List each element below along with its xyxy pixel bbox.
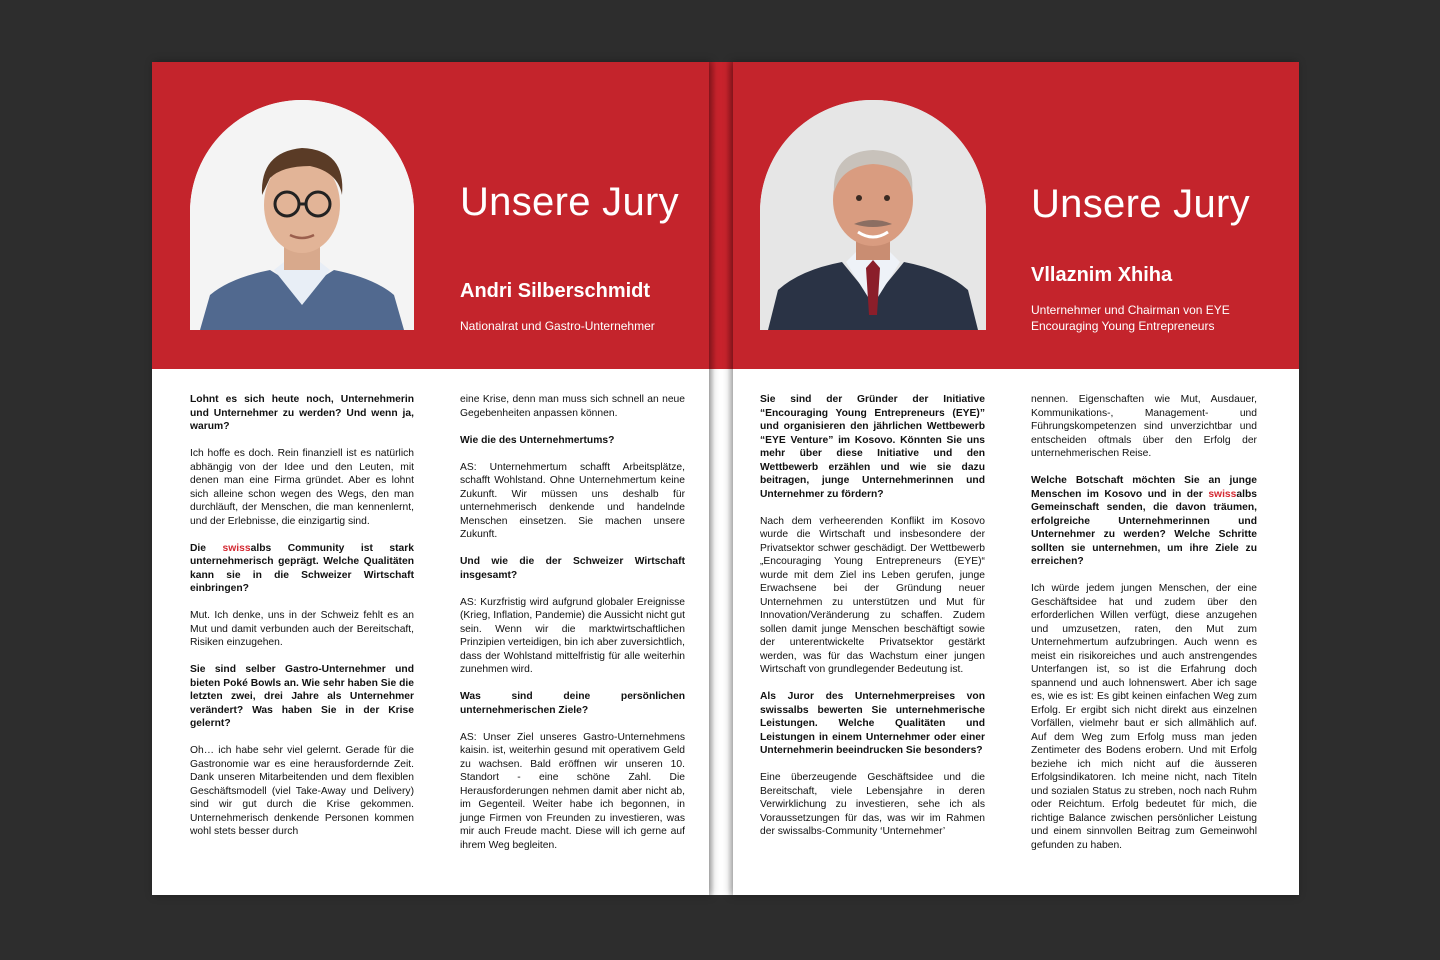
answer: Eine überzeugende Geschäftsidee und die Bereitschaft, viele Lebensjahre in deren Verwirklichung zu investieren, sehe ich als Voraussetzungen für das, was wir im Rahmen der swissalbs-Community ‘Unternehmer’ (760, 772, 985, 837)
text-column-1 (760, 393, 985, 852)
brand-highlight: swiss (222, 542, 251, 554)
section-title: Unsere Jury (460, 180, 679, 224)
section-title: Unsere Jury (1031, 182, 1250, 226)
answer: Nach dem verheerenden Konflikt im Kosovo wurde die Wirtschaft und insbesondere der Privatsektor schwer geschädigt. Der Wettbewerb „Encouraging Young Entrepreneurs (EYE)“ wurde mit dem Ziel ins Leben gerufen, junge Erwachsene bei der Gründung neuer Unternehmen zu unterstützen und Mut für Innovation/Veränderung zu schaffen. Zudem sollen damit junge Menschen beschäftigt sowie der unterentwickelte Privatsektor gestärkt werden, was für das Wachstum einer jungen Wirtschaft von grundlegender Bedeutung ist. (760, 515, 985, 675)
answer: Ich hoffe es doch. Rein finanziell ist es natürlich abhängig von der Idee und den Leuten, mit denen man eine Firma gründet. Aber es lohnt sich alleine schon wegen des Wegs, den man durchläuft, der Menschen, die man kennenlernt, und der Erlebnisse, die einzigartig sind. (190, 448, 414, 527)
text-column-2 (460, 393, 685, 866)
question: Die swissalbs Community ist stark unternehmerisch geprägt. Welche Qualitäten kann sie in die Schweizer Wirtschaft einbringen? (190, 542, 415, 594)
answer: Oh… ich habe sehr viel gelernt. Gerade für die Gastronomie war es eine herausfordernde Zeit. Dank unseren Mitarbeitenden und dem flexiblen Geschäftsmodell (viel Take-Away und Delivery) sind wir gut durch die Krise gekommen. Unternehmerisch denkende Personen kommen wohl stets besser durch (190, 745, 414, 837)
brand-highlight: swiss (1208, 488, 1237, 500)
portrait-frame-andri (190, 100, 414, 330)
right-page (733, 62, 1299, 895)
question: Sie sind der Gründer der Initiative “Encouraging Young Entrepreneurs (EYE)” und organisieren den jährlichen Wettbewerb “EYE Venture” im Kosovo. Könnten Sie uns mehr über diese Initiative und den Wettbewerb erzählen und wie sie dazu beitragen, junge Unternehmerinnen und Unternehmer zu fördern? (760, 394, 985, 500)
question: Welche Botschaft möchten Sie an junge Menschen im Kosovo und in der swissalbs Gemeinschaft senden, die davon träumen, erfolgreiche Unternehmerinnen und Unternehmer zu werden? Welche Schritte sollten sie unternehmen, um ihre Ziele zu erreichen? (1031, 475, 1257, 567)
text-column-1 (190, 393, 414, 852)
answer: AS: Unternehmertum schafft Arbeitsplätze, schafft Wohlstand. Ohne Unternehmertum keine Zukunft. Wir müssen uns deshalb für unternehmerisch denkende und handelnde Menschen einsetzen. Sie machen unsere Zukunft. (460, 461, 685, 540)
question: Was sind deine persönlichen unternehmerischen Ziele? (460, 691, 685, 716)
question: Sie sind selber Gastro-Unternehmer und bieten Poké Bowls an. Wie sehr haben Sie die letzten zwei, drei Jahre als Unternehmer verändert? Was haben Sie in der Krise gelernt? (190, 664, 414, 729)
jury-role-line: Encouraging Young Entrepreneurs (1031, 319, 1215, 333)
jury-role-line: Unternehmer und Chairman von EYE (1031, 303, 1230, 317)
jury-role (1031, 302, 1291, 334)
question: Wie die des Unternehmertums? (460, 434, 615, 446)
text-column-2 (1031, 393, 1257, 866)
left-page (152, 62, 709, 895)
portrait-vllaznim (760, 100, 986, 330)
answer: eine Krise, denn man muss sich schnell an neue Gegebenheiten anpassen können. (460, 394, 685, 419)
question: Lohnt es sich heute noch, Unternehmerin und Unternehmer zu werden? Und wenn ja, warum? (190, 394, 414, 432)
portrait-frame-vllaznim (760, 100, 986, 330)
answer: AS: Kurzfristig wird aufgrund globaler Ereignisse (Krieg, Inflation, Pandemie) die Aussicht nicht gut sein. Wenn wir die marktwirtschaftlichen Prinzipien verteidigen, bin ich aber zuversichtlich, dass der Wohlstand mittelfristig für alle weiterhin zunehmen wird. (460, 596, 685, 675)
jury-name: Andri Silberschmidt (460, 280, 651, 302)
answer: nennen. Eigenschaften wie Mut, Ausdauer, Kommunikations-, Management- und Führungskompetenzen sind unverzichtbar und entscheiden oftmals über den Erfolg der unternehmerischen Reise. (1031, 394, 1257, 459)
portrait-andri (190, 100, 414, 330)
answer: Mut. Ich denke, uns in der Schweiz fehlt es an Mut und damit verbunden auch der Bereitschaft, Risiken einzugehen. (190, 610, 414, 648)
jury-name: Vllaznim Xhiha (1031, 264, 1173, 286)
question: Als Juror des Unternehmerpreises von swissalbs bewerten Sie unternehmerische Leistungen. Welche Qualitäten und Leistungen in einem Unternehmer oder einer Unternehmerin beeindrucken Sie besonders? (760, 691, 985, 756)
jury-role: Nationalrat und Gastro-Unternehmer (460, 319, 655, 333)
answer: Ich würde jedem jungen Menschen, der eine Geschäftsidee hat und zudem über den erforderlichen Willen verfügt, diese anzugehen und umzusetzen, raten, den Mut zum Unternehmertum aufzubringen. Auch wenn es meist ein risikoreiches und auch anstrengendes Unterfangen ist, so ist die Erfahrung doch spannend und auch lohnenswert. Aber ich sage es, wie es ist: Es gibt keinen einfachen Weg zum Erfolg. Er ergibt sich nicht direkt aus einzelnen Vorfällen, vielmehr baut er sich allmählich auf. Auf dem Weg zum Erfolg muss man jeden Zentimeter des Bodens erobern. Und mit Erfolg beziehe ich mich nicht auf die äusseren Erfolgsindikatoren. Ich meine nicht, nach Titeln und sozialen Status zu streben, noch nach Ruhm oder Reichtum. Erfolg bedeutet für mich, die richtige Balance zwischen persönlicher Leistung und einem sinnvollen Beitrag zum Gemeinwohl gefunden zu haben. (1031, 583, 1257, 851)
question: Und wie die der Schweizer Wirtschaft insgesamt? (460, 556, 685, 581)
answer: AS: Unser Ziel unseres Gastro-Unternehmens kaisin. ist, weiterhin gesund mit operativem Geld zu wachsen. Bald eröffnen wir unseren 10. Standort - eine schöne Zahl. Die Herausforderungen nehmen damit aber nicht ab, im Gegenteil. Weiter habe ich begonnen, in junge Firmen von Freunden zu investieren, was mir auch Freude macht. Diese will ich gerne auf ihrem Weg begleiten. (460, 731, 685, 851)
